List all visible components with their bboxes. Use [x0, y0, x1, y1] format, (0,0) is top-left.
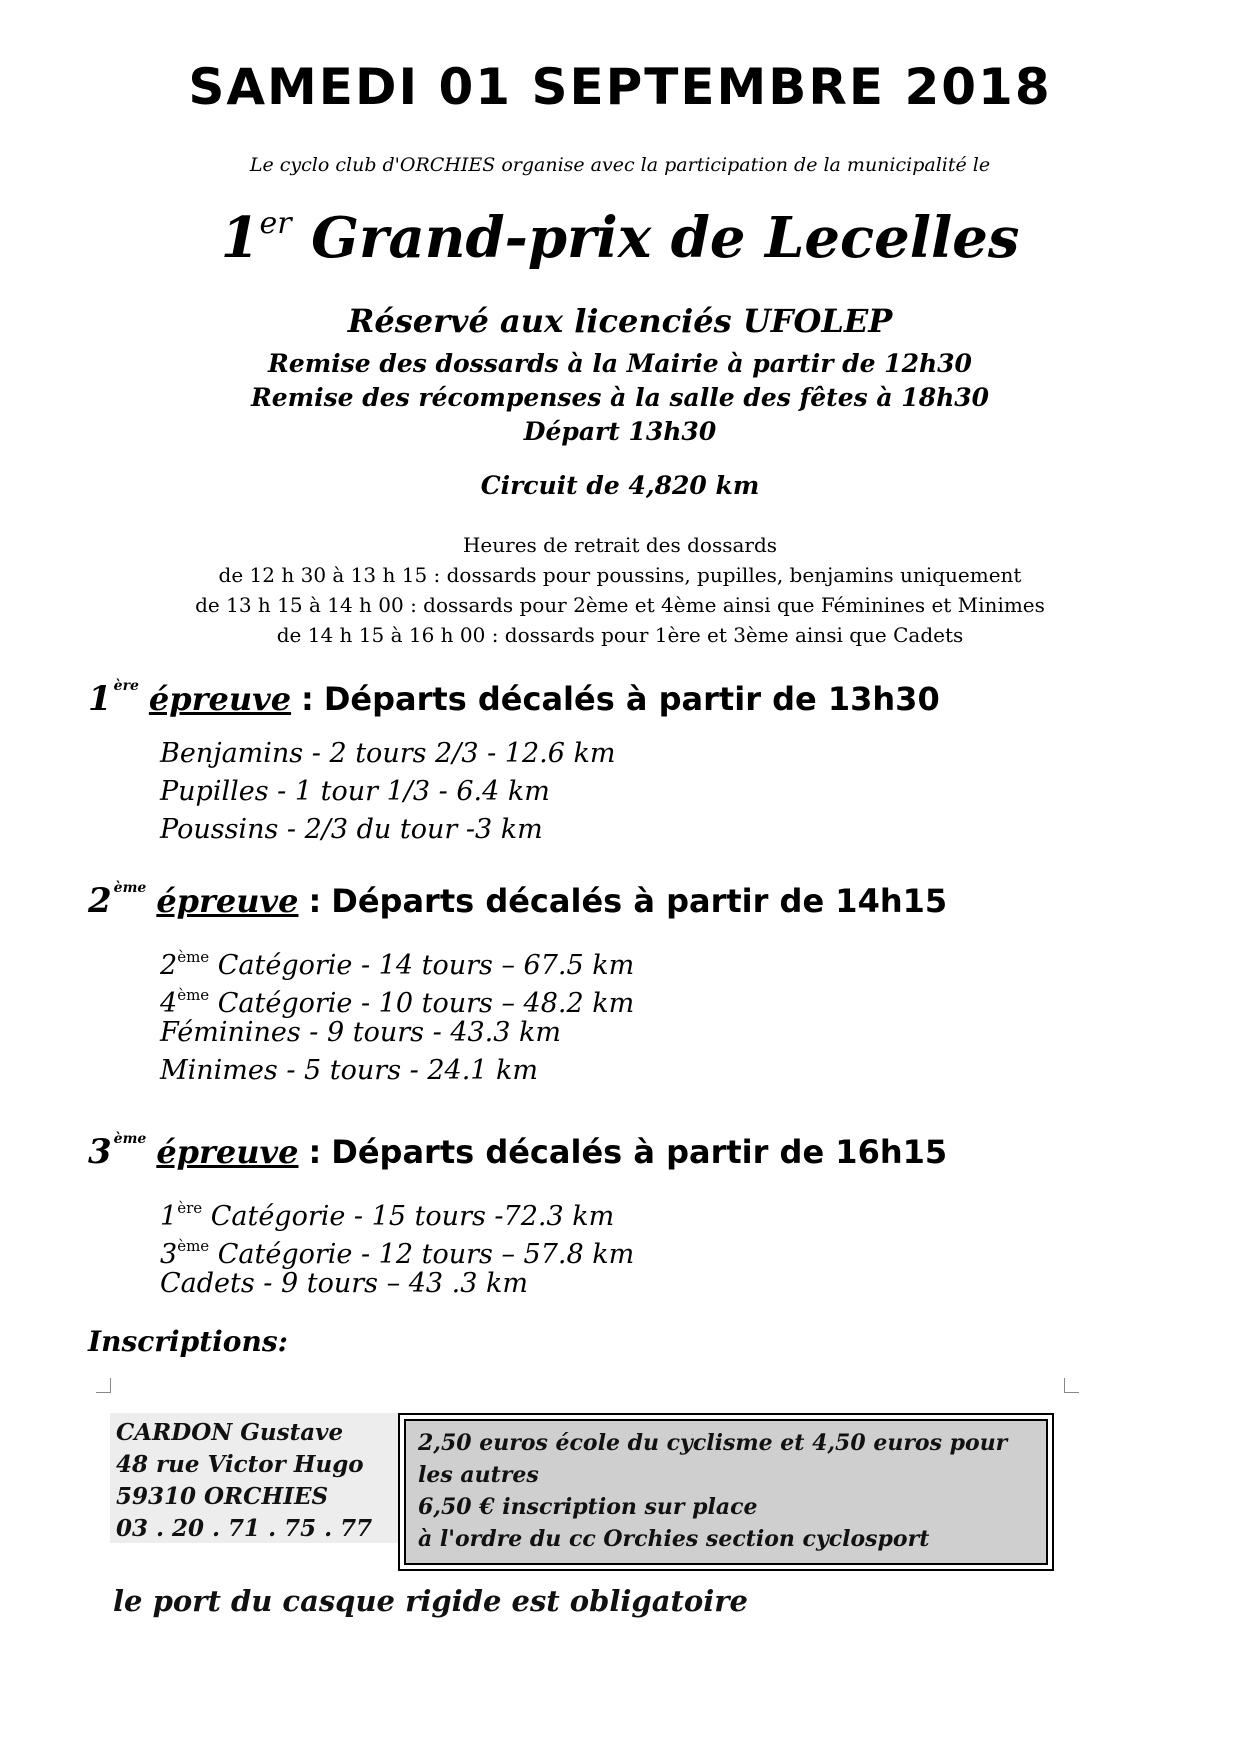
contact-address: [110, 1413, 398, 1543]
contact-name: CARDON Gustave: [116, 1419, 344, 1446]
schedule-row: de 12 h 30 à 13 h 15 : dossards pour poussins, pupilles, benjamins uniquement: [218, 563, 1022, 587]
race-item: Benjamins - 2 tours 2/3 - 12.6 km: [160, 738, 616, 769]
stage-number: 3 $^{ème}$: [88, 1131, 147, 1172]
contact-street: 48 rue Victor Hugo: [116, 1451, 364, 1478]
race-item: Pupilles - 1 tour 1/3 - 6.4 km: [160, 776, 550, 807]
stage-heading-3: [88, 1131, 947, 1172]
fees-box-inner: [404, 1419, 1048, 1565]
circuit-length: Circuit de 4,820 km: [480, 471, 760, 500]
crop-mark: [96, 1378, 111, 1393]
stage-heading-1: [88, 678, 940, 719]
crop-mark: [1064, 1378, 1079, 1393]
stage-description: Départs décalés à partir de 14h15: [331, 882, 948, 920]
race-item: 2ème Catégorie - 14 tours – 67.5 km: [160, 948, 635, 981]
race-title-ordinal: 1: [220, 205, 260, 271]
fees-box: [398, 1413, 1054, 1571]
stage-description: Départs décalés à partir de 16h15: [331, 1133, 948, 1171]
fee-line: 6,50 € inscription sur place: [418, 1494, 758, 1520]
schedule-title: Heures de retrait des dossards: [462, 533, 778, 557]
awards-line: Remise des récompenses à la salle des fêtes à 18h30: [250, 383, 990, 412]
stage-colon: :: [301, 680, 314, 718]
organizer-line: Le cyclo club d'ORCHIES organise avec la participation de la municipalité le: [249, 154, 991, 176]
stage-colon: :: [308, 882, 322, 920]
stage-description: Départs décalés à partir de 13h30: [323, 680, 940, 718]
contact-city: 59310 ORCHIES: [116, 1483, 329, 1510]
contact-phone: 03 . 20 . 71 . 75 . 77: [116, 1515, 373, 1542]
stage-word: épreuve: [156, 882, 299, 920]
race-item: Féminines - 9 tours - 43.3 km: [160, 1017, 561, 1048]
stage-word: épreuve: [148, 680, 292, 718]
race-item: 4ème Catégorie - 10 tours – 48.2 km: [160, 986, 635, 1019]
stage-number: 2 $^{ème}$: [88, 880, 147, 921]
schedule-row: de 13 h 15 à 14 h 00 : dossards pour 2ème et 4ème ainsi que Féminines et Minimes: [195, 593, 1045, 617]
race-title-text: Grand-prix de Lecelles: [291, 205, 1020, 271]
race-item: Minimes - 5 tours - 24.1 km: [160, 1055, 538, 1086]
schedule-row: de 14 h 15 à 16 h 00 : dossards pour 1ère et 3ème ainsi que Cadets: [276, 623, 964, 647]
stage-heading-2: [88, 880, 947, 921]
stage-1-races: [160, 735, 615, 849]
date-title: SAMEDI 01 SEPTEMBRE 2018: [188, 58, 1052, 116]
stage-colon: :: [308, 1133, 322, 1171]
stage-3-races: [160, 1189, 634, 1303]
stage-number: 1 $^{ère}$: [88, 678, 139, 719]
stage-2-races: [160, 938, 634, 1090]
race-item: 3ème Catégorie - 12 tours – 57.8 km: [160, 1237, 635, 1270]
inscriptions-label: Inscriptions:: [88, 1325, 288, 1358]
bib-pickup-line: Remise des dossards à la Mairie à partir de 12h30: [268, 349, 972, 378]
race-title-suffix: er: [259, 206, 292, 241]
stage-word: épreuve: [156, 1133, 299, 1171]
fee-line: à l'ordre du cc Orchies section cyclosport: [418, 1526, 930, 1552]
start-time-line: Départ 13h30: [523, 417, 717, 446]
race-item: 1ère Catégorie - 15 tours -72.3 km: [160, 1199, 615, 1232]
race-item: Cadets - 9 tours – 43 .3 km: [160, 1268, 528, 1299]
helmet-notice: le port du casque rigide est obligatoire: [113, 1584, 748, 1618]
reserved-notice: Réservé aux licenciés UFOLEP: [347, 302, 893, 340]
race-title: [0, 205, 1240, 271]
race-item: Poussins - 2/3 du tour -3 km: [160, 814, 543, 845]
fee-line: 2,50 euros école du cyclisme et 4,50 euros pour les autres: [418, 1430, 1008, 1488]
